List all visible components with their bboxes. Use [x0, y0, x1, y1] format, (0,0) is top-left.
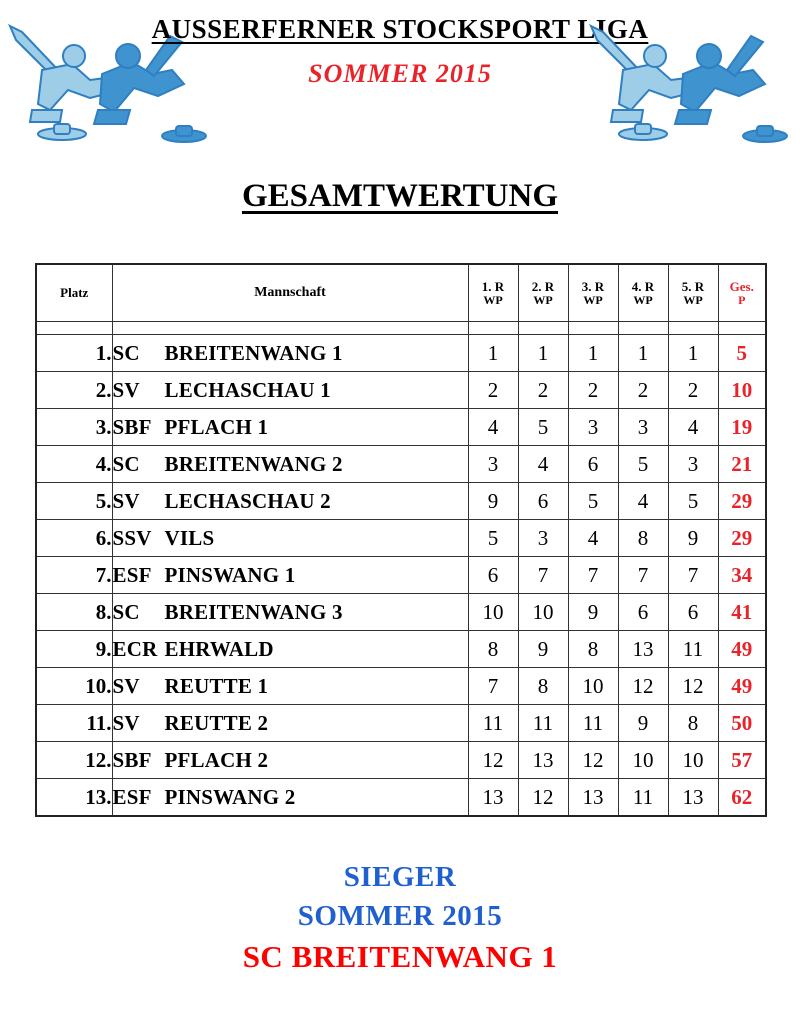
- row-round-1: 8: [468, 631, 518, 668]
- round-5-label: 5. R: [681, 278, 705, 294]
- page-header: [0, 0, 800, 150]
- row-round-3: 7: [568, 557, 618, 594]
- row-rank: 12.: [36, 742, 112, 779]
- total-label: Ges.: [729, 278, 754, 294]
- row-round-4: 13: [618, 631, 668, 668]
- winner-season: SOMMER 2015: [297, 900, 503, 932]
- row-team-name: REUTTE 2: [164, 710, 269, 735]
- row-total: 19: [718, 409, 766, 446]
- row-round-2: 8: [518, 668, 568, 705]
- row-round-2: 11: [518, 705, 568, 742]
- round-5-unit: WP: [683, 292, 703, 307]
- row-round-4: 9: [618, 705, 668, 742]
- table-row: [36, 557, 766, 594]
- row-round-2: 10: [518, 594, 568, 631]
- round-1-label: 1. R: [481, 278, 505, 294]
- row-rank: 13.: [36, 779, 112, 817]
- column-header-round-4: [618, 264, 668, 322]
- row-round-5: 13: [668, 779, 718, 817]
- row-total: 49: [718, 631, 766, 668]
- row-round-5: 6: [668, 594, 718, 631]
- row-team: [112, 520, 468, 557]
- row-round-2: 4: [518, 446, 568, 483]
- row-club: SV: [112, 673, 140, 698]
- row-round-3: 6: [568, 446, 618, 483]
- table-spacer-row: [36, 322, 766, 335]
- stocksport-players-logo: [583, 18, 798, 143]
- row-rank: 11.: [36, 705, 112, 742]
- row-club: ESF: [112, 562, 152, 587]
- row-team: [112, 335, 468, 372]
- row-total: 41: [718, 594, 766, 631]
- row-team-name: PINSWANG 1: [164, 562, 296, 587]
- row-club: SV: [112, 710, 140, 735]
- row-rank: 9.: [36, 631, 112, 668]
- row-round-1: 13: [468, 779, 518, 817]
- table-row: [36, 594, 766, 631]
- row-round-3: 8: [568, 631, 618, 668]
- table-header: [36, 264, 766, 322]
- row-rank: 4.: [36, 446, 112, 483]
- row-club: SSV: [112, 525, 152, 550]
- row-round-3: 10: [568, 668, 618, 705]
- row-round-4: 6: [618, 594, 668, 631]
- table-row: [36, 705, 766, 742]
- row-team-name: VILS: [164, 525, 215, 550]
- row-rank: 7.: [36, 557, 112, 594]
- winner-block: [0, 861, 800, 975]
- row-round-2: 13: [518, 742, 568, 779]
- column-header-platz: Platz: [36, 264, 112, 322]
- row-round-1: 3: [468, 446, 518, 483]
- row-total: 34: [718, 557, 766, 594]
- row-team: [112, 631, 468, 668]
- row-club: ESF: [112, 784, 152, 809]
- row-round-1: 5: [468, 520, 518, 557]
- row-team: [112, 446, 468, 483]
- row-round-4: 11: [618, 779, 668, 817]
- row-round-2: 6: [518, 483, 568, 520]
- row-round-5: 1: [668, 335, 718, 372]
- row-round-2: 3: [518, 520, 568, 557]
- row-round-3: 1: [568, 335, 618, 372]
- row-round-5: 5: [668, 483, 718, 520]
- row-round-4: 12: [618, 668, 668, 705]
- row-round-4: 1: [618, 335, 668, 372]
- table-row: [36, 520, 766, 557]
- row-total: 57: [718, 742, 766, 779]
- section-title: GESAMTWERTUNG: [241, 178, 559, 214]
- row-round-3: 5: [568, 483, 618, 520]
- page-title: AUSSERFERNER STOCKSPORT LIGA: [151, 14, 649, 44]
- table-row: [36, 446, 766, 483]
- row-team-name: BREITENWANG 1: [164, 340, 343, 365]
- round-2-label: 2. R: [531, 278, 555, 294]
- row-round-5: 3: [668, 446, 718, 483]
- row-team: [112, 742, 468, 779]
- standings-table-wrapper: [35, 263, 765, 817]
- row-round-3: 4: [568, 520, 618, 557]
- row-round-4: 7: [618, 557, 668, 594]
- row-total: 21: [718, 446, 766, 483]
- standings-table: [35, 263, 767, 817]
- row-total: 62: [718, 779, 766, 817]
- row-round-2: 2: [518, 372, 568, 409]
- row-rank: 2.: [36, 372, 112, 409]
- row-team-name: PFLACH 2: [164, 747, 269, 772]
- row-team-name: BREITENWANG 3: [164, 599, 343, 624]
- row-round-5: 11: [668, 631, 718, 668]
- row-team: [112, 668, 468, 705]
- row-team: [112, 594, 468, 631]
- row-club: SC: [112, 451, 140, 476]
- row-club: SC: [112, 599, 140, 624]
- row-round-4: 8: [618, 520, 668, 557]
- column-header-round-5: [668, 264, 718, 322]
- row-club: SV: [112, 488, 140, 513]
- row-round-1: 4: [468, 409, 518, 446]
- row-round-5: 10: [668, 742, 718, 779]
- row-rank: 8.: [36, 594, 112, 631]
- row-team-name: LECHASCHAU 2: [164, 488, 331, 513]
- row-round-5: 2: [668, 372, 718, 409]
- row-rank: 6.: [36, 520, 112, 557]
- row-round-3: 11: [568, 705, 618, 742]
- row-club: SV: [112, 377, 140, 402]
- row-team: [112, 705, 468, 742]
- column-header-round-2: [518, 264, 568, 322]
- row-round-1: 12: [468, 742, 518, 779]
- row-round-2: 1: [518, 335, 568, 372]
- row-club: SC: [112, 340, 140, 365]
- column-header-round-1: [468, 264, 518, 322]
- row-round-5: 4: [668, 409, 718, 446]
- winner-team: SC BREITENWANG 1: [242, 939, 558, 974]
- row-club: ECR: [112, 636, 158, 661]
- row-club: SBF: [112, 747, 152, 772]
- table-row: [36, 742, 766, 779]
- round-2-unit: WP: [533, 292, 553, 307]
- row-round-3: 12: [568, 742, 618, 779]
- row-rank: 10.: [36, 668, 112, 705]
- row-total: 29: [718, 483, 766, 520]
- row-round-2: 5: [518, 409, 568, 446]
- row-round-4: 3: [618, 409, 668, 446]
- row-rank: 1.: [36, 335, 112, 372]
- row-round-1: 2: [468, 372, 518, 409]
- row-team-name: EHRWALD: [164, 636, 274, 661]
- table-row: [36, 335, 766, 372]
- row-round-3: 13: [568, 779, 618, 817]
- row-round-2: 12: [518, 779, 568, 817]
- row-team-name: BREITENWANG 2: [164, 451, 343, 476]
- round-1-unit: WP: [483, 292, 503, 307]
- row-round-4: 4: [618, 483, 668, 520]
- round-3-label: 3. R: [581, 278, 605, 294]
- round-4-label: 4. R: [631, 278, 655, 294]
- row-team: [112, 409, 468, 446]
- table-row: [36, 668, 766, 705]
- row-round-1: 9: [468, 483, 518, 520]
- table-row: [36, 409, 766, 446]
- total-unit: P: [738, 292, 746, 307]
- row-team: [112, 557, 468, 594]
- round-4-unit: WP: [633, 292, 653, 307]
- page-subtitle: SOMMER 2015: [308, 59, 492, 88]
- column-header-mannschaft: Mannschaft: [112, 264, 468, 322]
- row-round-2: 7: [518, 557, 568, 594]
- row-rank: 5.: [36, 483, 112, 520]
- row-round-1: 6: [468, 557, 518, 594]
- row-round-3: 3: [568, 409, 618, 446]
- row-total: 49: [718, 668, 766, 705]
- row-team-name: REUTTE 1: [164, 673, 269, 698]
- row-round-4: 2: [618, 372, 668, 409]
- row-round-5: 9: [668, 520, 718, 557]
- row-team: [112, 779, 468, 817]
- row-team-name: PFLACH 1: [164, 414, 269, 439]
- column-header-round-3: [568, 264, 618, 322]
- row-total: 5: [718, 335, 766, 372]
- row-team-name: PINSWANG 2: [164, 784, 296, 809]
- row-round-5: 12: [668, 668, 718, 705]
- row-club: SBF: [112, 414, 152, 439]
- row-round-1: 11: [468, 705, 518, 742]
- row-round-1: 10: [468, 594, 518, 631]
- winner-heading: SIEGER: [343, 861, 457, 893]
- row-total: 29: [718, 520, 766, 557]
- row-round-3: 9: [568, 594, 618, 631]
- table-body: [36, 322, 766, 817]
- row-team: [112, 483, 468, 520]
- table-row: [36, 483, 766, 520]
- row-round-1: 1: [468, 335, 518, 372]
- row-round-5: 7: [668, 557, 718, 594]
- row-total: 10: [718, 372, 766, 409]
- column-header-total: [718, 264, 766, 322]
- row-round-5: 8: [668, 705, 718, 742]
- row-round-2: 9: [518, 631, 568, 668]
- row-round-4: 10: [618, 742, 668, 779]
- row-team: [112, 372, 468, 409]
- row-round-4: 5: [618, 446, 668, 483]
- row-rank: 3.: [36, 409, 112, 446]
- table-row: [36, 372, 766, 409]
- row-total: 50: [718, 705, 766, 742]
- row-round-3: 2: [568, 372, 618, 409]
- round-3-unit: WP: [583, 292, 603, 307]
- table-row: [36, 779, 766, 817]
- row-team-name: LECHASCHAU 1: [164, 377, 331, 402]
- table-row: [36, 631, 766, 668]
- row-round-1: 7: [468, 668, 518, 705]
